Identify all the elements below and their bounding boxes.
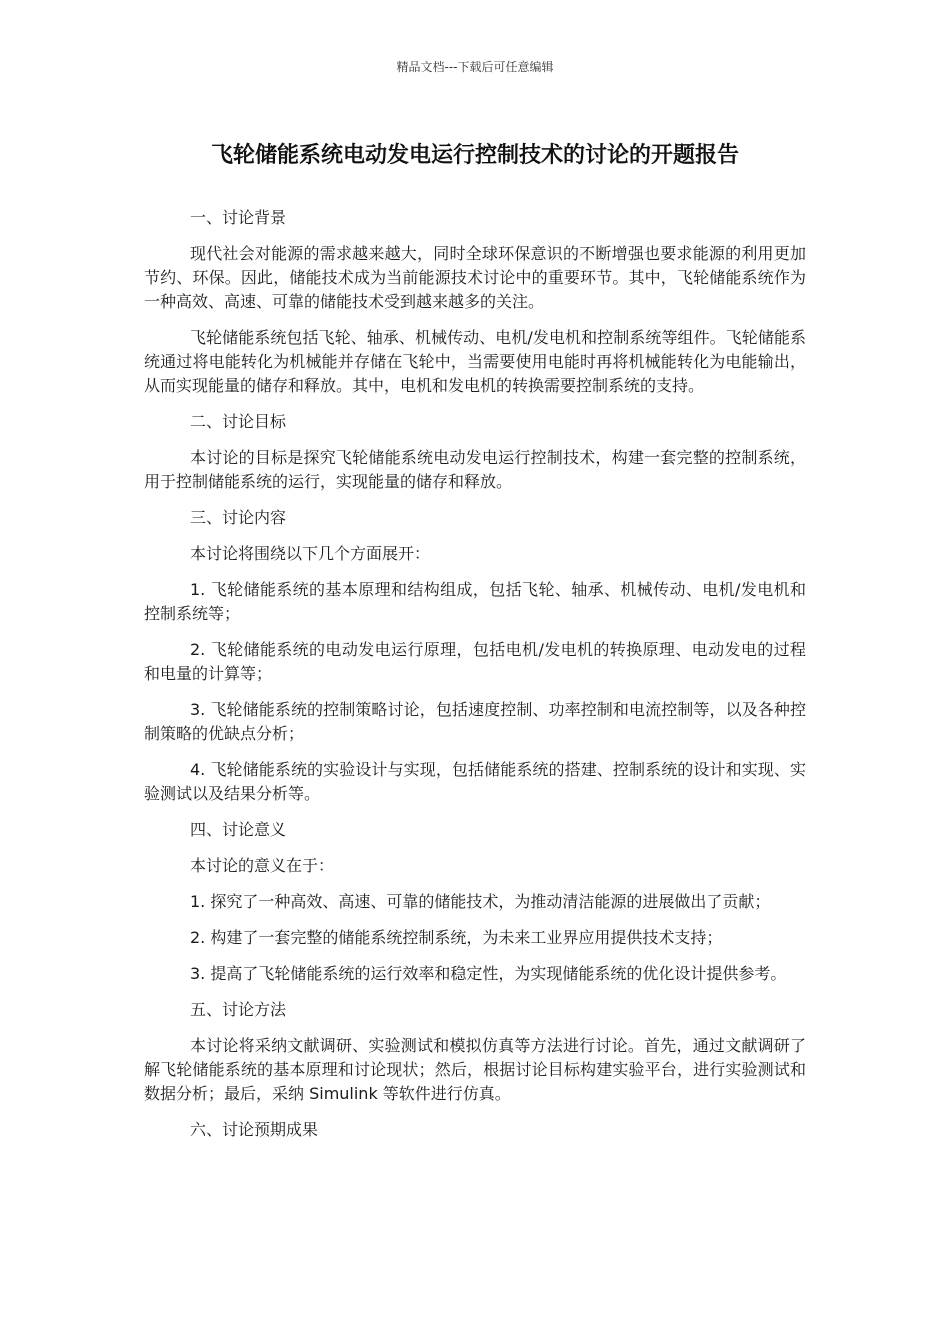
document-body	[144, 206, 806, 1154]
section-heading-methods: 五、讨论方法	[190, 1000, 287, 1019]
list-item: 3. 飞轮储能系统的控制策略讨论，包括速度控制、功率控制和电流控制等，以及各种控制策略的优缺点分析；	[144, 700, 806, 743]
paragraph: 现代社会对能源的需求越来越大，同时全球环保意识的不断增强也要求能源的利用更加节约、环保。因此，储能技术成为当前能源技术讨论中的重要环节。其中，飞轮储能系统作为一种高效、高速、可靠的储能技术受到越来越多的关注。	[144, 244, 806, 311]
list-item: 2. 构建了一套完整的储能系统控制系统，为未来工业界应用提供技术支持；	[190, 928, 723, 947]
list-item: 3. 提高了飞轮储能系统的运行效率和稳定性，为实现储能系统的优化设计提供参考。	[190, 964, 787, 983]
paragraph: 飞轮储能系统包括飞轮、轴承、机械传动、电机/发电机和控制系统等组件。飞轮储能系统通过将电能转化为机械能并存储在飞轮中，当需要使用电能时再将机械能转化为电能输出，从而实现能量的储存和释放。其中，电机和发电机的转换需要控制系统的支持。	[144, 328, 806, 395]
paragraph: 本讨论将采纳文献调研、实验测试和模拟仿真等方法进行讨论。首先，通过文献调研了解飞轮储能系统的基本原理和讨论现状；然后，根据讨论目标构建实验平台，进行实验测试和数据分析；最后，采纳 Simulink 等软件进行仿真。	[144, 1036, 806, 1103]
section-heading-significance: 四、讨论意义	[190, 820, 287, 839]
paragraph: 本讨论的目标是探究飞轮储能系统电动发电运行控制技术，构建一套完整的控制系统，用于控制储能系统的运行，实现能量的储存和释放。	[144, 448, 806, 491]
section-heading-background: 一、讨论背景	[190, 208, 287, 227]
section-heading-content: 三、讨论内容	[190, 508, 287, 527]
document-title: 飞轮储能系统电动发电运行控制技术的讨论的开题报告	[210, 143, 739, 168]
page-header: 精品文档---下载后可任意编辑	[396, 60, 554, 74]
section-heading-goals: 二、讨论目标	[190, 412, 287, 431]
paragraph: 本讨论将围绕以下几个方面展开：	[190, 544, 431, 563]
list-item: 1. 探究了一种高效、高速、可靠的储能技术，为推动清洁能源的进展做出了贡献；	[190, 892, 771, 911]
section-heading-outcomes: 六、讨论预期成果	[190, 1120, 319, 1139]
list-item: 1. 飞轮储能系统的基本原理和结构组成，包括飞轮、轴承、机械传动、电机/发电机和控制系统等；	[144, 580, 806, 623]
list-item: 4. 飞轮储能系统的实验设计与实现，包括储能系统的搭建、控制系统的设计和实现、实验测试以及结果分析等。	[144, 760, 806, 803]
list-item: 2. 飞轮储能系统的电动发电运行原理，包括电机/发电机的转换原理、电动发电的过程和电量的计算等；	[144, 640, 806, 683]
paragraph: 本讨论的意义在于：	[190, 856, 335, 875]
